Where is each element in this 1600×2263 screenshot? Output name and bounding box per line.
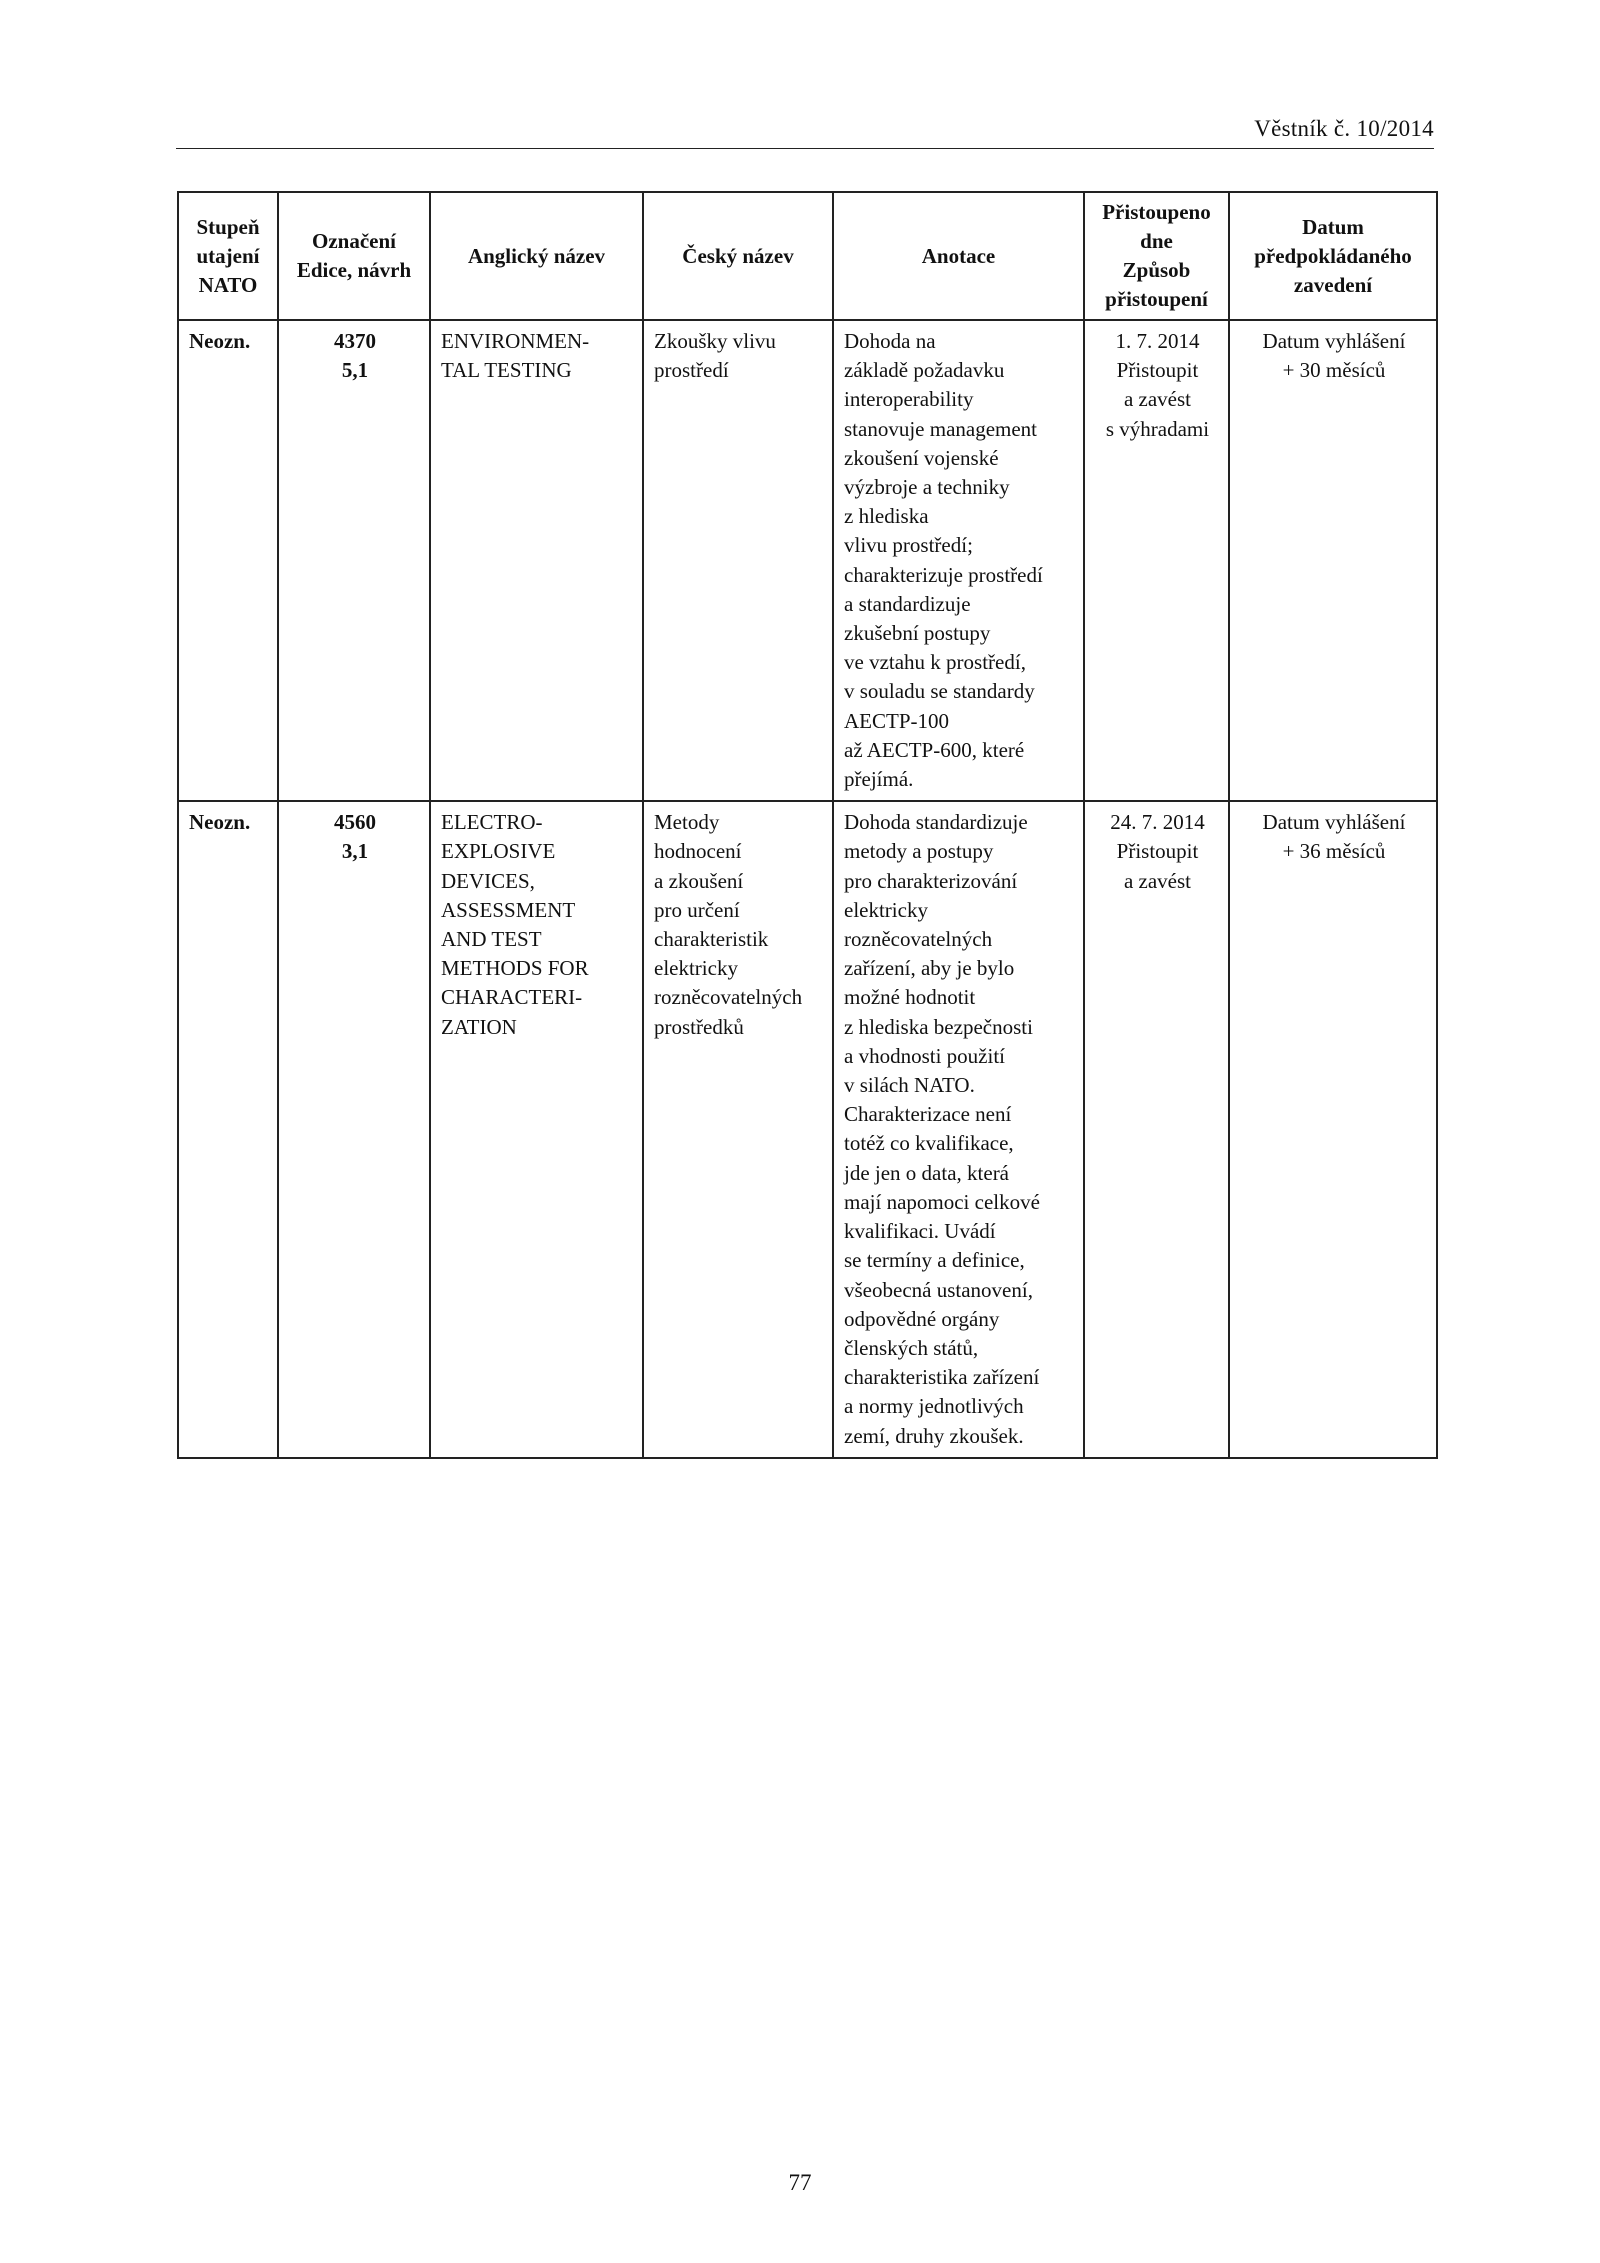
annotation-cell: Dohoda standardizuje metody a postupy pro charakterizování elektricky rozněcovatelných zařízení, aby je bylo možné hodnotit z hlediska bezpečnosti a vhodnosti použití v silách NATO. Charakterizace není totéž co kvalifikace, jde jen o data, která mají napomoci celkové kvalifikaci. Uvádí se termíny a definice, všeobecná ustanovení, odpovědné orgány členských států, charakteristika zařízení a normy jednotlivých zemí, druhy zkoušek. (833, 801, 1084, 1457)
implementation-date-cell: Datum vyhlášení + 30 měsíců (1229, 320, 1437, 801)
english-title-cell: ENVIRONMEN- TAL TESTING (430, 320, 643, 801)
col-header-classification: Stupeň utajení NATO (178, 192, 278, 320)
accession-cell: 24. 7. 2014 Přistoupit a zavést (1084, 801, 1229, 1457)
standards-table (177, 191, 1438, 1459)
table-row (178, 801, 1437, 1457)
col-header-implementation-date: Datum předpokládaného zavedení (1229, 192, 1437, 320)
annotation-cell: Dohoda na základě požadavku interoperability stanovuje management zkoušení vojenské výzbroje a techniky z hlediska vlivu prostředí; charakterizuje prostředí a standardizuje zkušební postupy ve vztahu k prostředí, v souladu se standardy AECTP-100 až AECTP-600, které přejímá. (833, 320, 1084, 801)
page-number: 77 (788, 2170, 812, 2195)
designation-cell: 4560 3,1 (278, 801, 430, 1457)
classification-cell: Neozn. (178, 801, 278, 1457)
czech-title-cell: Metody hodnocení a zkoušení pro určení charakteristik elektricky rozněcovatelných prostředků (643, 801, 833, 1457)
col-header-annotation: Anotace (833, 192, 1084, 320)
col-header-english-title: Anglický název (430, 192, 643, 320)
table-header-row (178, 192, 1437, 320)
implementation-date-cell: Datum vyhlášení + 36 měsíců (1229, 801, 1437, 1457)
english-title-cell: ELECTRO- EXPLOSIVE DEVICES, ASSESSMENT AND TEST METHODS FOR CHARACTERI- ZATION (430, 801, 643, 1457)
classification-cell: Neozn. (178, 320, 278, 801)
czech-title-cell: Zkoušky vlivu prostředí (643, 320, 833, 801)
col-header-designation: Označení Edice, návrh (278, 192, 430, 320)
col-header-accession: Přistoupeno dne Způsob přistoupení (1084, 192, 1229, 320)
accession-cell: 1. 7. 2014 Přistoupit a zavést s výhradami (1084, 320, 1229, 801)
journal-title: Věstník č. 10/2014 (1254, 116, 1434, 141)
designation-cell: 4370 5,1 (278, 320, 430, 801)
col-header-czech-title: Český název (643, 192, 833, 320)
page-header (176, 112, 1434, 149)
table-row (178, 320, 1437, 801)
